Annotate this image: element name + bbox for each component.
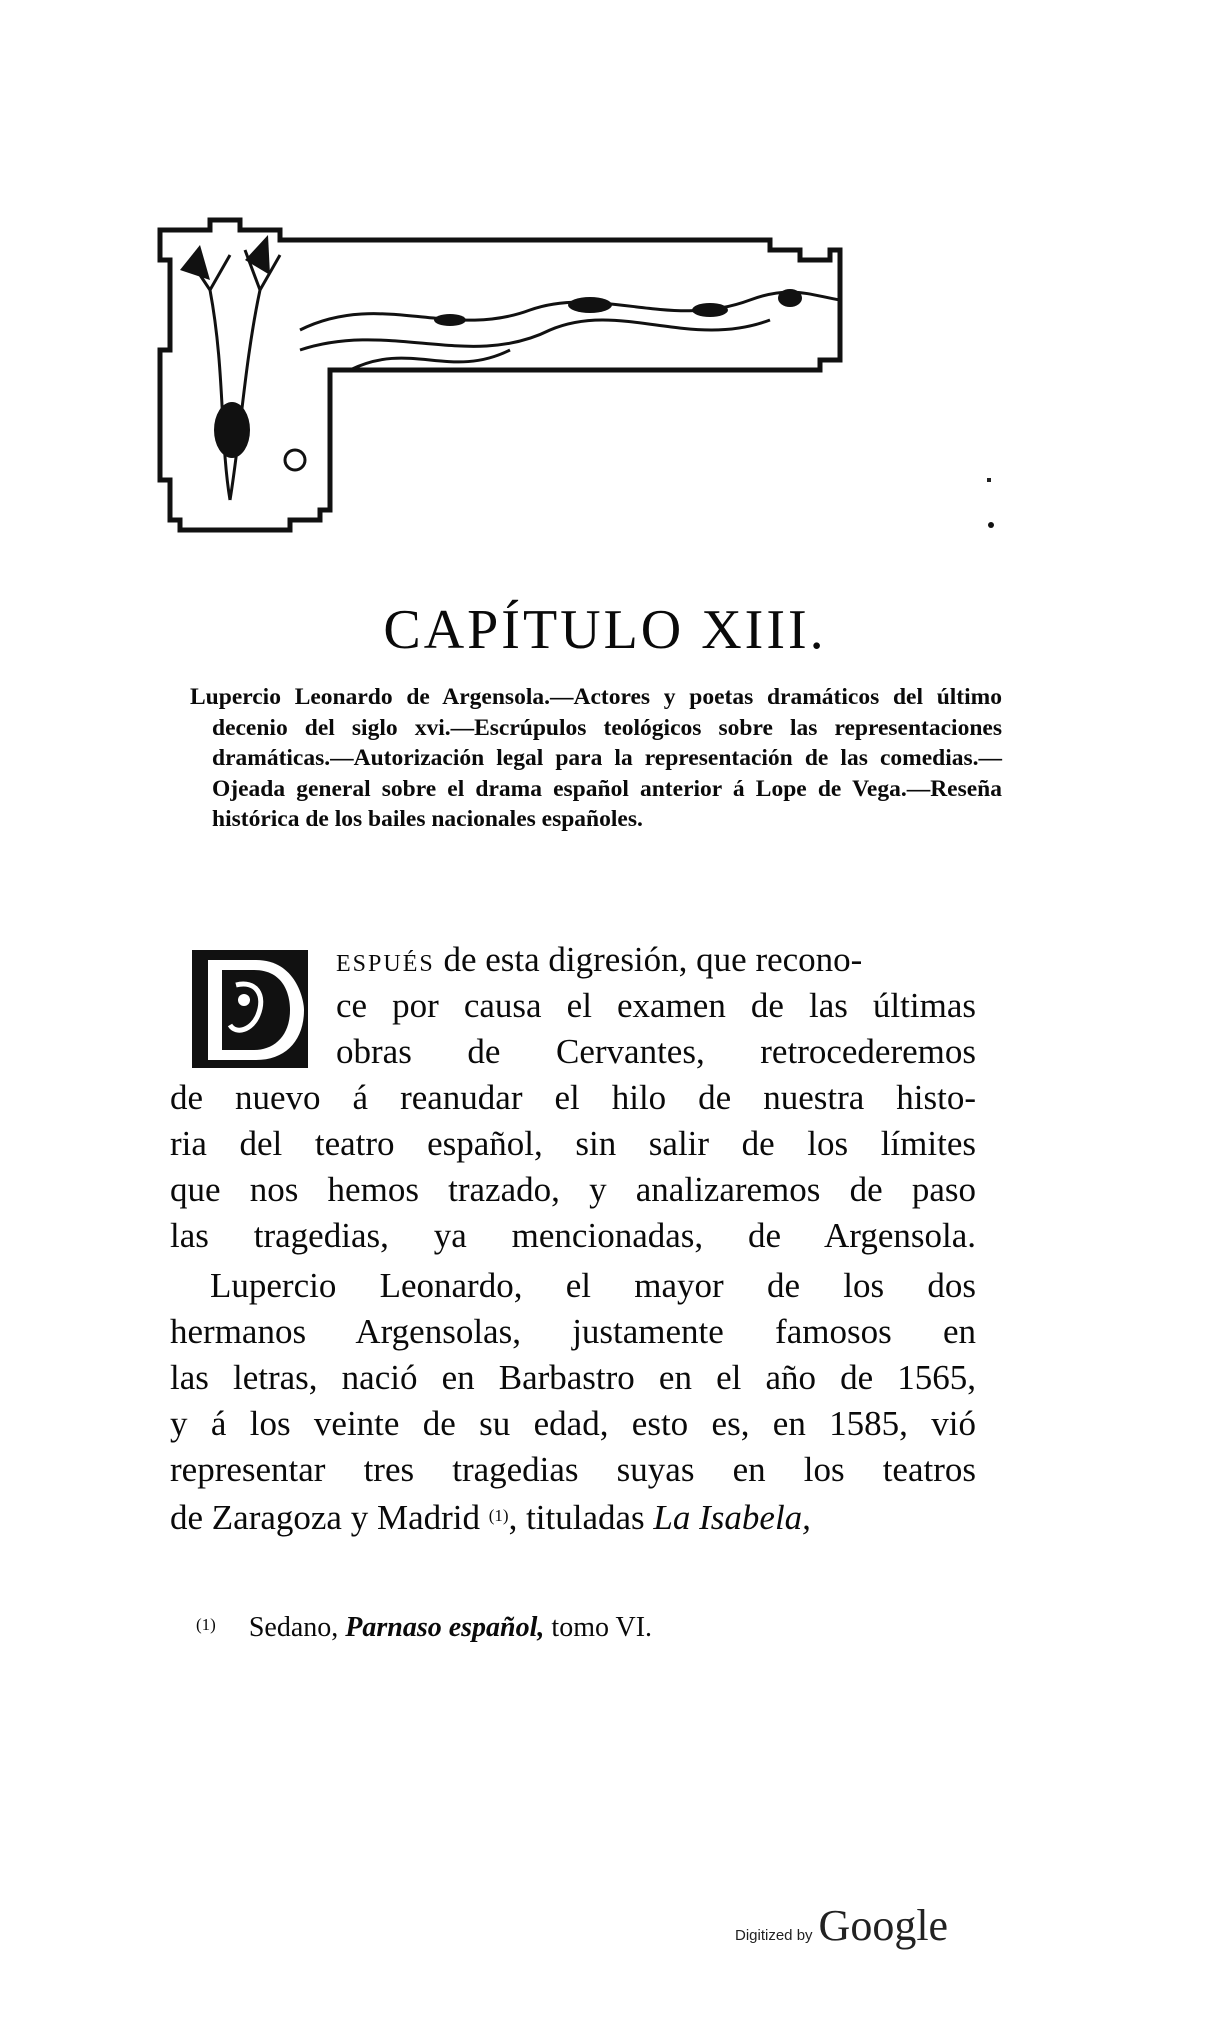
- body-line-9: hermanos Argensolas, justamente famosos en: [170, 1312, 976, 1351]
- body-line-12: representar tres tragedias suyas en los teatros: [170, 1450, 976, 1489]
- chapter-summary: Lupercio Leonardo de Argensola.—Actores y poetas dramáticos del último decenio del siglo xvi.—Escrúpulos teológicos sobre las representaciones dramáticas.—Autorización legal para la representación de las comedias.—Ojeada general sobre el drama español anterior á Lope de Vega.—Reseña histórica de los bailes nacionales españoles.: [190, 684, 1002, 832]
- italic-title: La Isabela,: [653, 1498, 811, 1537]
- body-line-10: las letras, nació en Barbastro en el año de 1565,: [170, 1358, 976, 1397]
- body-line-8: Lupercio Leonardo, el mayor de los dos: [210, 1266, 976, 1305]
- chapter-title: CAPÍTULO XIII.: [383, 598, 827, 661]
- ink-speck: [988, 522, 994, 528]
- ink-speck: [987, 478, 991, 482]
- footnote-work: Parnaso español,: [345, 1612, 545, 1643]
- body-line-13: [170, 1494, 976, 1540]
- body-line-7: las tragedias, ya mencionadas, de Argensola.: [170, 1216, 976, 1255]
- body-text: de Zaragoza y Madrid: [170, 1498, 480, 1537]
- footnote-marker: (1): [196, 1615, 216, 1634]
- google-logo: Google: [818, 1901, 949, 1950]
- body-line-5: ria del teatro español, sin salir de los límites: [170, 1124, 976, 1163]
- decorated-initial: [186, 940, 326, 1080]
- footnote: [196, 1612, 652, 1644]
- small-caps-word: ESPUÉS: [336, 951, 435, 977]
- body-line-6: que nos hemos trazado, y analizaremos de paso: [170, 1170, 976, 1209]
- body-line-3: obras de Cervantes, retrocederemos: [336, 1032, 976, 1071]
- footnote-reference: (1): [488, 1506, 509, 1525]
- body-line-1: [336, 938, 976, 986]
- digitized-watermark: [735, 1900, 948, 1951]
- body-line-2: ce por causa el examen de las últimas: [336, 986, 976, 1025]
- body-line-11: y á los veinte de su edad, esto es, en 1585, vió: [170, 1404, 976, 1443]
- footnote-author: Sedano,: [248, 1612, 339, 1643]
- watermark-prefix: Digitized by: [735, 1927, 813, 1944]
- body-text: de esta digresión, que recono-: [443, 940, 863, 979]
- footnote-volume: tomo VI.: [551, 1612, 653, 1643]
- body-line-4: de nuevo á reanudar el hilo de nuestra histo-: [170, 1078, 976, 1117]
- ornamental-headpiece: [150, 200, 1030, 550]
- body-text: , tituladas: [508, 1498, 645, 1537]
